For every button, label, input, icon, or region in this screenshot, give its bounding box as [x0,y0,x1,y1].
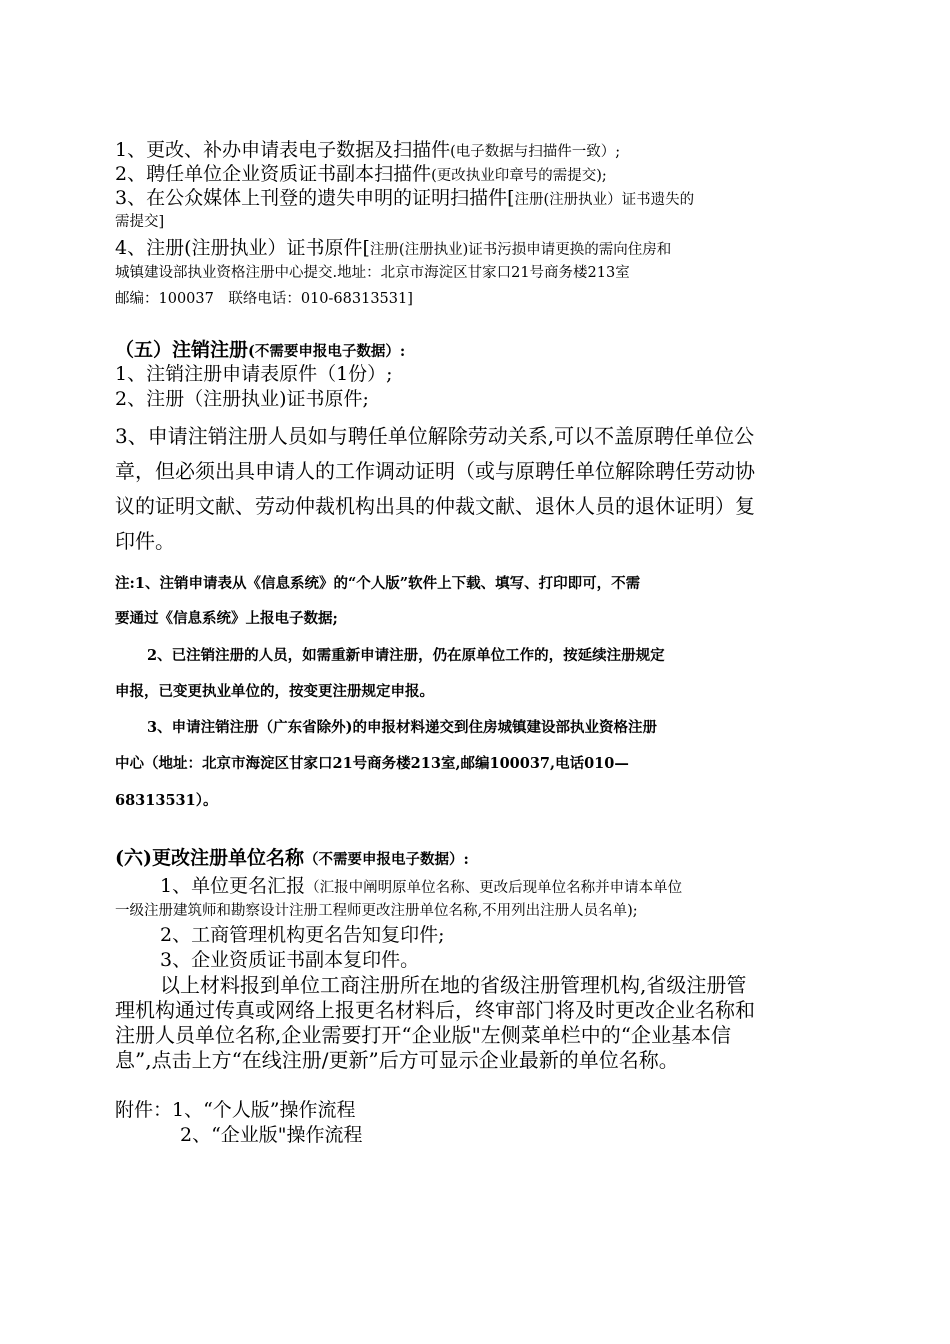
section6-heading [115,846,469,872]
line-note: 注册(注册执业)证书污损申请更换的需向住房和 [369,242,672,258]
block1-line4 [115,236,671,262]
note3-line1: 3、申请注销注册（广东省除外)的申报材料递交到住房城镇建设部执业资格注册 [147,719,657,736]
block1-line1 [115,138,620,164]
line-note: (电子数据与扫描件一致）; [450,144,621,160]
section6-item1 [160,874,682,900]
attachment-line2: 2、“企业版"操作流程 [180,1124,363,1146]
section5-para-line2: 章，但必须出具申请人的工作调动证明（或与原聘任单位解除聘任劳动协 [115,459,755,483]
note1-line1: 注:1、注销申请表从《信息系统》的“个人版”软件上下载、填写、打印即可，不需 [115,575,641,592]
section6-para-line4: 息”,点击上方“在线注册/更新”后方可显示企业最新的单位名称。 [115,1048,679,1072]
line-text: 4、注册(注册执业）证书原件[ [115,237,370,259]
line-text: 1、更改、补办申请表电子数据及扫描件 [115,139,451,161]
line-text: 3、在公众媒体上刊登的遗失申明的证明扫描件[ [115,187,515,209]
section6-para-line2: 理机构通过传真或网络上报更名材料后，终审部门将及时更改企业名称和 [115,998,755,1022]
note1-line2: 要通过《信息系统》上报电子数据; [115,610,338,627]
section6-para-line3: 注册人员单位名称,企业需要打开“企业版"左侧菜单栏中的“企业基本信 [115,1023,732,1047]
block1-line6: 邮编：100037 联络电话：010-68313531] [115,291,413,307]
section5-para-line1: 3、申请注销注册人员如与聘任单位解除劳动关系,可以不盖原聘任单位公 [115,424,755,448]
block1-line2 [115,162,607,188]
note3-line2: 中心（地址：北京市海淀区甘家口21号商务楼213室,邮编100037,电话010— [115,755,629,772]
section5-para-line3: 议的证明文献、劳动仲裁机构出具的仲裁文献、退休人员的退休证明）复 [115,494,755,518]
section6-item1b: 一级注册建筑师和勘察设计注册工程师更改注册单位名称,不用列出注册人员名单); [115,903,638,919]
line-note: 注册(注册执业）证书遗失的 [514,192,695,208]
section5-para-line4: 印件。 [115,529,175,553]
heading-text: (六)更改注册单位名称 [115,847,304,869]
section6-para-line1: 以上材料报到单位工商注册所在地的省级注册管理机构,省级注册管 [160,973,747,997]
section5-item1: 1、注销注册申请表原件（1份）; [115,363,393,385]
line-note: （汇报中阐明原单位名称、更改后现单位名称并申请本单位 [305,880,683,896]
block1-line5: 城镇建设部执业资格注册中心提交.地址：北京市海淀区甘家口21号商务楼213室 [115,265,630,281]
line-note: (更改执业印章号的需提交); [431,168,607,184]
heading-text: （五）注销注册 [115,339,249,361]
block1-line3b: 需提交] [115,214,165,230]
attachment-line1: 附件：1、“个人版”操作流程 [115,1099,356,1121]
section6-item2: 2、工商管理机构更名告知复印件; [160,924,445,946]
heading-note: (不需要申报电子数据）: [248,343,406,360]
note2-line2: 申报，已变更执业单位的，按变更注册规定申报。 [115,683,434,700]
section5-item2: 2、注册（注册执业)证书原件; [115,388,369,410]
line-text: 1、单位更名汇报 [160,875,306,897]
note3-line3: 68313531）。 [115,792,218,809]
note2-line1: 2、已注销注册的人员，如需重新申请注册，仍在原单位工作的，按延续注册规定 [147,647,665,664]
block1-line3 [115,186,694,212]
heading-note: （不需要申报电子数据）: [303,851,469,868]
section5-heading [115,338,405,364]
section6-item3: 3、企业资质证书副本复印件。 [160,949,420,971]
line-text: 2、聘任单位企业资质证书副本扫描件 [115,163,432,185]
